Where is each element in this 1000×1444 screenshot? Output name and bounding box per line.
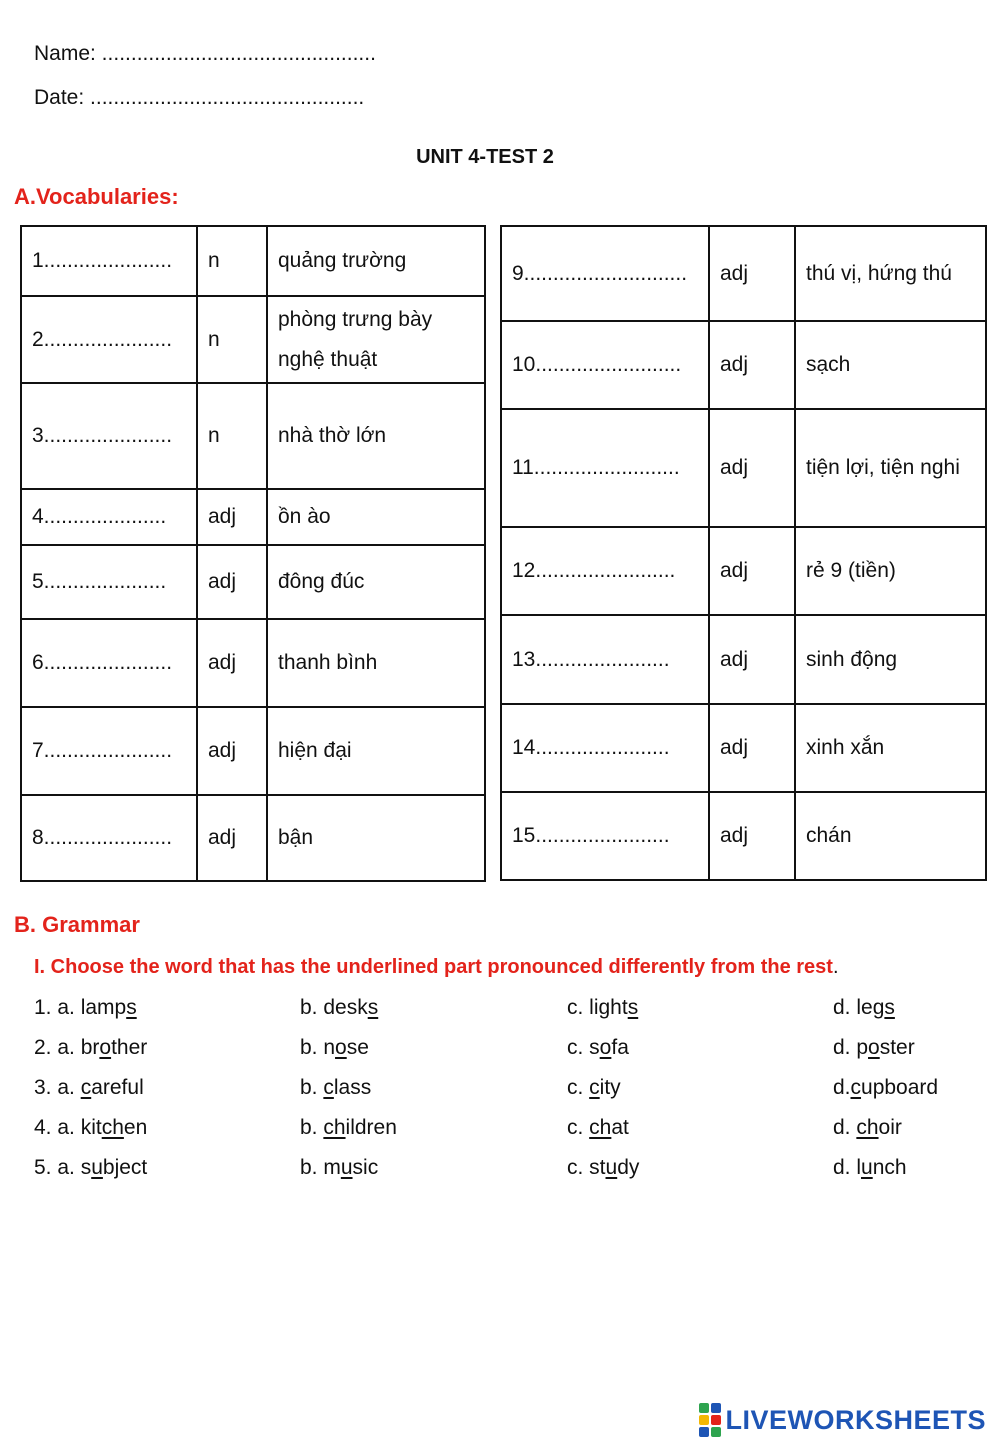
option-text-rest: ster <box>879 1036 915 1059</box>
part-of-speech: adj <box>197 489 267 545</box>
meaning: ồn ào <box>267 489 485 545</box>
part-of-speech: adj <box>709 409 795 527</box>
answer-option[interactable] <box>567 996 638 1020</box>
option-text: b. n <box>300 1036 336 1059</box>
answer-option[interactable] <box>833 1036 915 1060</box>
answer-option[interactable] <box>567 1076 621 1100</box>
option-text-rest: lass <box>333 1076 372 1099</box>
meaning: thanh bình <box>267 619 485 707</box>
vocab-row <box>21 489 485 545</box>
option-text-rest: nch <box>872 1156 907 1179</box>
underlined-part: u <box>605 1156 618 1179</box>
underlined-part: c <box>589 1076 600 1099</box>
option-text: b. desk <box>300 996 368 1019</box>
option-text: c. <box>567 1116 590 1139</box>
meaning: nhà thờ lớn <box>267 383 485 489</box>
answer-blank[interactable]: 9............................ <box>501 226 709 321</box>
option-text: b. <box>300 1076 324 1099</box>
answer-option[interactable] <box>833 996 895 1020</box>
vocab-row <box>501 792 986 880</box>
grammar-instruction <box>34 956 839 979</box>
answer-blank[interactable]: 5..................... <box>21 545 197 619</box>
option-text: c. <box>567 1076 590 1099</box>
answer-blank[interactable]: 13....................... <box>501 615 709 704</box>
answer-option[interactable] <box>300 1156 378 1180</box>
meaning: sinh động <box>795 615 986 704</box>
underlined-part: u <box>340 1156 353 1179</box>
answer-blank[interactable]: 15....................... <box>501 792 709 880</box>
underlined-part: ch <box>323 1116 346 1139</box>
meaning: xinh xắn <box>795 704 986 792</box>
option-text: c. s <box>567 1036 600 1059</box>
option-text: c. st <box>567 1156 606 1179</box>
meaning: chán <box>795 792 986 880</box>
option-text: d. <box>833 1076 851 1099</box>
vocab-row <box>501 704 986 792</box>
option-text-rest: bject <box>102 1156 148 1179</box>
underlined-part: ch <box>589 1116 612 1139</box>
vocab-table-right <box>500 225 987 881</box>
underlined-part: s <box>627 996 639 1019</box>
option-text: c. light <box>567 996 628 1019</box>
answer-blank[interactable]: 11......................... <box>501 409 709 527</box>
answer-blank[interactable]: 4..................... <box>21 489 197 545</box>
underlined-part: c <box>80 1076 92 1099</box>
vocab-table-left <box>20 225 486 882</box>
answer-option[interactable] <box>567 1116 629 1140</box>
underlined-part: s <box>126 996 137 1019</box>
answer-option[interactable] <box>567 1156 639 1180</box>
option-text: 1. a. lamp <box>34 996 127 1019</box>
meaning: đông đúc <box>267 545 485 619</box>
answer-option[interactable] <box>300 1116 397 1140</box>
meaning: phòng trưng bày nghệ thuật <box>267 296 485 383</box>
question-row <box>0 1076 1000 1106</box>
part-of-speech: adj <box>197 707 267 795</box>
option-text: 5. a. s <box>34 1156 92 1179</box>
part-of-speech: adj <box>709 792 795 880</box>
underlined-part: o <box>868 1036 880 1059</box>
option-text: 4. a. kit <box>34 1116 102 1139</box>
answer-blank[interactable]: 14....................... <box>501 704 709 792</box>
answer-option[interactable] <box>833 1156 907 1180</box>
underlined-part: s <box>884 996 895 1019</box>
meaning: bận <box>267 795 485 881</box>
question-row <box>0 1116 1000 1146</box>
part-of-speech: adj <box>709 226 795 321</box>
part-of-speech: n <box>197 383 267 489</box>
meaning: sạch <box>795 321 986 409</box>
option-text-rest: at <box>611 1116 629 1139</box>
option-text: d. p <box>833 1036 869 1059</box>
vocab-row <box>21 545 485 619</box>
vocab-row <box>21 296 485 383</box>
part-of-speech: adj <box>197 795 267 881</box>
vocab-heading: A.Vocabularies: <box>14 184 179 209</box>
part-of-speech: adj <box>709 321 795 409</box>
meaning: hiện đại <box>267 707 485 795</box>
option-text-rest: oir <box>878 1116 902 1139</box>
underlined-part: o <box>335 1036 347 1059</box>
part-of-speech: adj <box>709 615 795 704</box>
underlined-part: c <box>323 1076 334 1099</box>
underlined-part: o <box>599 1036 612 1059</box>
logo-text: LIVEWORKSHEETS <box>725 1404 986 1435</box>
option-text: b. <box>300 1116 324 1139</box>
answer-option[interactable] <box>34 1116 147 1140</box>
option-text-rest: ther <box>111 1036 148 1059</box>
option-text-rest: en <box>123 1116 148 1139</box>
underlined-part: ch <box>856 1116 879 1139</box>
option-text: d. <box>833 1116 857 1139</box>
option-text-rest: areful <box>91 1076 144 1099</box>
meaning: thú vị, hứng thú <box>795 226 986 321</box>
vocab-row <box>501 527 986 615</box>
part-of-speech: adj <box>709 527 795 615</box>
part-of-speech: adj <box>709 704 795 792</box>
name-field[interactable]: Name: ............................................... <box>34 42 376 65</box>
option-text-rest: upboard <box>861 1076 939 1099</box>
vocab-row <box>501 321 986 409</box>
vocab-row <box>501 615 986 704</box>
option-text: b. m <box>300 1156 341 1179</box>
answer-blank[interactable]: 3...................... <box>21 383 197 489</box>
answer-option[interactable] <box>34 1036 147 1060</box>
instruction-text: I. Choose the word that has the underlined part pronounced differently from the rest <box>34 956 833 978</box>
answer-blank[interactable]: 8...................... <box>21 795 197 881</box>
part-of-speech: adj <box>197 545 267 619</box>
underlined-part: c <box>850 1076 862 1099</box>
vocab-row <box>21 795 485 881</box>
answer-option[interactable] <box>34 996 137 1020</box>
underlined-part: o <box>99 1036 112 1059</box>
underlined-part: s <box>367 996 379 1019</box>
meaning: rẻ 9 (tiền) <box>795 527 986 615</box>
option-text: d. leg <box>833 996 885 1019</box>
logo-blocks-icon <box>699 1403 721 1437</box>
instruction-period: . <box>832 956 839 978</box>
vocab-row <box>21 226 485 296</box>
answer-blank[interactable]: 2...................... <box>21 296 197 383</box>
underlined-part: u <box>861 1156 873 1179</box>
answer-option[interactable] <box>833 1116 902 1140</box>
underlined-part: ch <box>101 1116 124 1139</box>
underlined-part: u <box>91 1156 103 1179</box>
answer-option[interactable] <box>300 1076 371 1100</box>
vocab-row <box>21 707 485 795</box>
grammar-heading: B. Grammar <box>14 912 140 937</box>
question-row <box>0 1036 1000 1066</box>
vocab-row <box>501 409 986 527</box>
answer-blank[interactable]: 6...................... <box>21 619 197 707</box>
option-text-rest: sic <box>352 1156 379 1179</box>
answer-option[interactable] <box>34 1076 144 1100</box>
option-text-rest: ildren <box>345 1116 397 1139</box>
vocab-row <box>21 383 485 489</box>
option-text: 2. a. br <box>34 1036 100 1059</box>
meaning: quảng trường <box>267 226 485 296</box>
option-text: 3. a. <box>34 1076 81 1099</box>
vocab-row <box>21 619 485 707</box>
option-text-rest: se <box>346 1036 369 1059</box>
answer-option[interactable] <box>300 996 378 1020</box>
option-text: d. l <box>833 1156 862 1179</box>
date-field[interactable]: Date: ............................................... <box>34 86 365 109</box>
answer-option[interactable] <box>567 1036 629 1060</box>
question-row <box>0 1156 1000 1186</box>
part-of-speech: adj <box>197 619 267 707</box>
vocab-row <box>501 226 986 321</box>
part-of-speech: n <box>197 226 267 296</box>
answer-blank[interactable]: 1...................... <box>21 226 197 296</box>
meaning: tiện lợi, tiện nghi <box>795 409 986 527</box>
liveworksheets-logo <box>699 1402 986 1438</box>
answer-option[interactable] <box>34 1156 147 1180</box>
answer-blank[interactable]: 10......................... <box>501 321 709 409</box>
option-text-rest: fa <box>611 1036 629 1059</box>
part-of-speech: n <box>197 296 267 383</box>
option-text-rest: dy <box>617 1156 640 1179</box>
option-text-rest: ity <box>599 1076 621 1099</box>
question-row <box>0 996 1000 1026</box>
answer-option[interactable] <box>833 1076 938 1100</box>
answer-option[interactable] <box>300 1036 369 1060</box>
answer-blank[interactable]: 7...................... <box>21 707 197 795</box>
page-title: UNIT 4-TEST 2 <box>416 146 554 168</box>
answer-blank[interactable]: 12........................ <box>501 527 709 615</box>
